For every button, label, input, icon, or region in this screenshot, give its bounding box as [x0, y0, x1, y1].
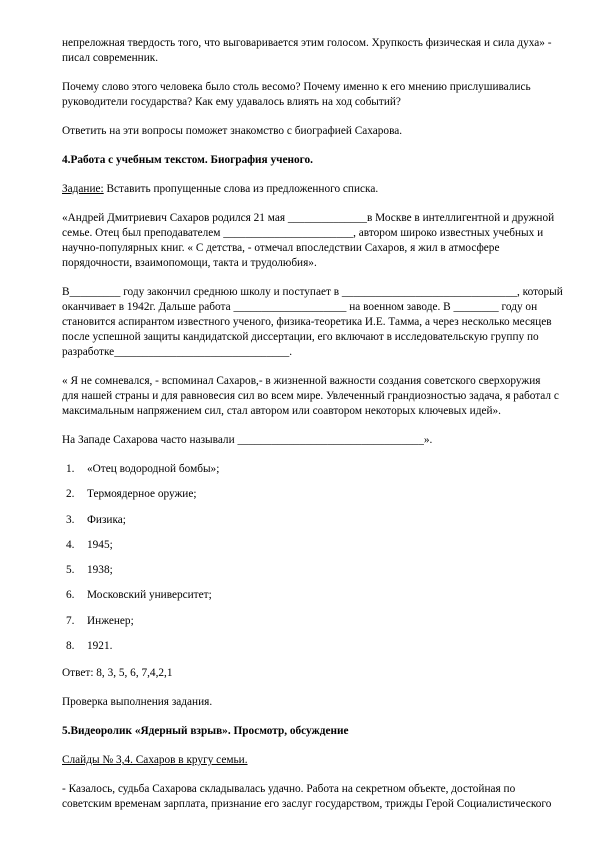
section-4-heading: 4.Работа с учебным текстом. Биография ученого. — [62, 154, 313, 166]
text-line: оканчивает в 1942г. Дальше работа ____________________ на военном заводе. В ________ году он — [62, 301, 538, 313]
text-line: становится аспирантом известного ученого, физика-теоретика И.Е. Тамма, а через несколько месяцев — [62, 316, 552, 328]
list-item-text: 1945; — [87, 538, 113, 551]
list-item-number: 5. — [66, 564, 75, 577]
west-nickname-sentence: На Западе Сахарова часто называли _________________________________». — [62, 434, 433, 446]
text-line: « Я не сомневался, - вспоминал Сахаров,- в жизненной важности создания советского сверхоружия — [62, 375, 541, 387]
text-line: - Казалось, судьба Сахарова складывалась удачно. Работа на секретном объекте, достойная по — [62, 783, 516, 796]
text-line: максимальным напряжением сил, стал автором или соавтором некоторых ключевых идей». — [62, 405, 501, 417]
text-line: семье. Отец был преподавателем _______________________, автором широко известных учебных и — [62, 227, 544, 239]
list-item-text: Московский университет; — [87, 589, 212, 602]
text-line: разработке_______________________________. — [62, 346, 293, 358]
list-item-number: 7. — [66, 614, 75, 627]
list-item-number: 6. — [66, 589, 75, 602]
list-item — [62, 513, 562, 528]
answer-hint: Ответить на эти вопросы поможет знакомство с биографией Сахарова. — [62, 125, 403, 137]
text-line: Почему слово этого человека было столь весомо? Почему именно к его мнению прислушивались — [62, 81, 531, 93]
text-line: порядочности, взаимопомощи, такта и трудолюбия». — [62, 257, 317, 269]
questions-paragraph — [62, 80, 562, 110]
list-item-number: 4. — [66, 538, 75, 551]
section-5-heading: 5.Видеоролик «Ядерный взрыв». Просмотр, обсуждение — [62, 725, 349, 738]
list-item — [62, 639, 562, 654]
list-item — [62, 462, 562, 477]
text-line: В_________ году закончил среднюю школу и поступает в _______________________________, который — [62, 286, 563, 298]
word-options-list — [62, 462, 562, 654]
list-item — [62, 563, 562, 578]
task-paragraph — [62, 182, 562, 197]
biography-paragraph-1 — [62, 211, 562, 271]
text-line: для нашей страны и для равновесия сил во всем мире. Увлеченный грандиозностью задача, я работал с — [62, 390, 559, 402]
list-item-number: 2. — [66, 488, 75, 501]
list-item-text: Инженер; — [87, 614, 134, 627]
text-line: научно-популярных книг. « С детства, - отмечал впоследствии Сахаров, я жил в атмосфере — [62, 242, 500, 254]
list-item-number: 8. — [66, 640, 75, 653]
task-label: Задание: — [62, 183, 104, 195]
biography-paragraph-2 — [62, 285, 562, 360]
document-page — [62, 36, 562, 826]
text-line: писал современник. — [62, 52, 159, 64]
list-item — [62, 487, 562, 502]
text-line: руководители государства? Как ему удавалось влиять на ход событий? — [62, 96, 401, 108]
list-item — [62, 538, 562, 553]
slides-heading: Слайды № 3,4. Сахаров в кругу семьи. — [62, 754, 248, 767]
list-item-text: 1921. — [87, 640, 113, 653]
list-item-number: 3. — [66, 513, 75, 526]
answer-key: Ответ: 8, 3, 5, 6, 7,4,2,1 — [62, 667, 173, 680]
list-item-text: «Отец водородной бомбы»; — [87, 463, 220, 475]
intro-paragraph — [62, 36, 562, 66]
text-line: «Андрей Дмитриевич Сахаров родился 21 мая ______________в Москве в интеллигентной и дружной — [62, 212, 555, 224]
list-item-text: Физика; — [87, 513, 126, 526]
task-text: Вставить пропущенные слова из предложенного списка. — [103, 183, 379, 195]
list-item — [62, 588, 562, 603]
list-item-text: 1938; — [87, 564, 113, 577]
final-paragraph — [62, 782, 562, 812]
check-note: Проверка выполнения задания. — [62, 696, 213, 709]
list-item-number: 1. — [66, 463, 75, 475]
list-item-text: Термоядерное оружие; — [87, 488, 197, 501]
text-line: после успешной защиты кандидатской диссертации, его включают в исследовательскую группу по — [62, 331, 539, 343]
sakharov-quote — [62, 374, 562, 419]
text-line: советским временам зарплата, признание его заслуг государством, трижды Герой Социалистического — [62, 798, 552, 811]
text-line: непреложная твердость того, что выговаривается этим голосом. Хрупкость физическая и сила духа» - — [62, 37, 552, 49]
list-item — [62, 614, 562, 629]
